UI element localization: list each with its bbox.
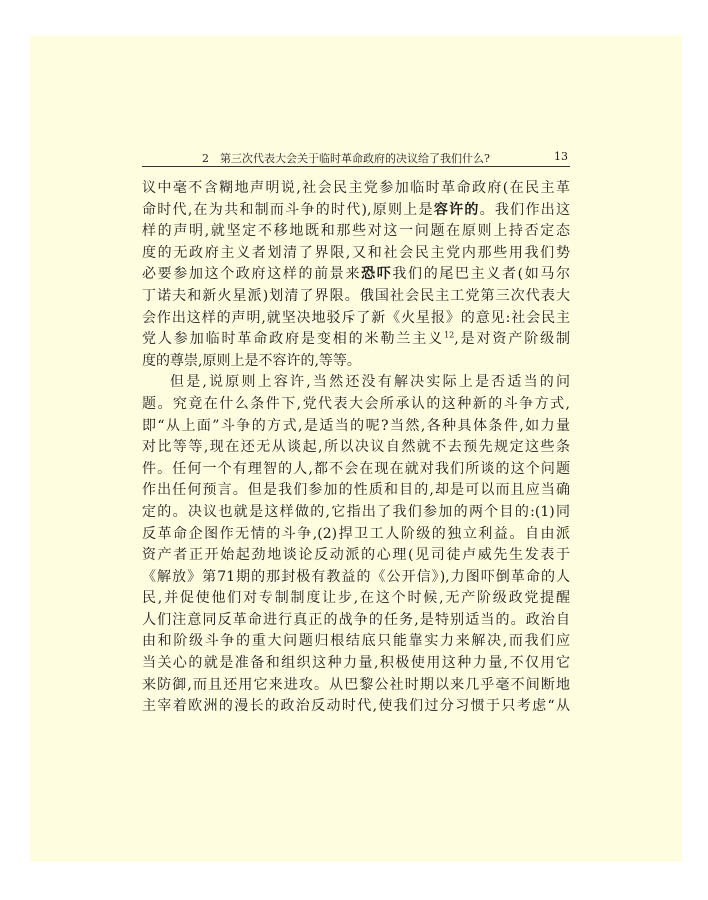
running-header (142, 146, 570, 167)
paragraph-1 (142, 178, 570, 372)
text-line: 资产者正开始起劲地谈论反动派的心理(见司徒卢威先生发表于 (142, 547, 570, 564)
text-line: 对比等等,现在还无从谈起,所以决议自然就不去预先规定这些条 (142, 439, 570, 456)
text-line: 民,并促使他们对专制制度让步,在这个时候,无产阶级政党提醒 (142, 590, 570, 607)
text-span: ,是对资产阶级制 (454, 331, 570, 348)
text-line: 会作出这样的声明,就坚决地驳斥了新《火星报》的意见:社会民主 (142, 309, 570, 326)
text-line: 丁诺夫和新火星派)划清了界限。俄国社会民主工党第三次代表大 (142, 287, 570, 304)
text-line: 来防御,而且还用它来进攻。从巴黎公社时期以来几乎毫不间断地 (142, 676, 570, 693)
text-line: 样的声明,就坚定不移地既和那些对这一问题在原则上持否定态 (142, 223, 570, 240)
text-line: 人们注意同反革命进行真正的战争的任务,是特别适当的。政治自 (142, 611, 570, 628)
text-line: 题。究竟在什么条件下,党代表大会所承认的这种新的斗争方式, (142, 395, 570, 412)
text-line: 即“从上面”斗争的方式,是适当的呢?当然,各种具体条件,如力量 (142, 417, 570, 434)
footnote-marker[interactable]: 12 (444, 330, 455, 340)
text-line (142, 200, 570, 222)
text-line: 度的尊崇,原则上是不容许的,等等。 (142, 352, 361, 369)
paragraph-2 (142, 372, 570, 718)
emphasis-text: 恐吓 (361, 266, 393, 283)
text-span: 必要参加这个政府这样的前景来 (142, 266, 362, 283)
text-span: 党人参加临时革命政府是变相的米勒兰主义 (142, 331, 445, 348)
text-span: 。我们作出这 (479, 201, 570, 218)
text-line: 由和阶级斗争的重大问题归根结底只能靠实力来解决,而我们应 (142, 633, 570, 650)
text-line: 当关心的就是准备和组织这种力量,积极使用这种力量,不仅用它 (142, 655, 570, 672)
text-line: 议中毫不含糊地声明说,社会民主党参加临时革命政府(在民主革 (142, 180, 570, 196)
chapter-title: 2 第三次代表大会关于临时革命政府的决议给了我们什么? (202, 152, 490, 165)
text-span: 我们的尾巴主义者(如马尔 (392, 266, 570, 283)
text-line (142, 329, 570, 351)
text-line: 定的。决议也就是这样做的,它指出了我们参加的两个目的:(1)同 (142, 503, 570, 520)
text-line: 但是,说原则上容许,当然还没有解决实际上是否适当的问 (170, 374, 570, 391)
text-line: 作出任何预言。但是我们参加的性质和目的,却是可以而且应当确 (142, 482, 570, 499)
emphasis-text: 容许的 (433, 201, 480, 218)
text-line: 主宰着欧洲的漫长的政治反动时代,使我们过分习惯于只考虑“从 (142, 698, 570, 715)
body-text (142, 178, 570, 718)
text-line: 《解放》第71期的那封极有教益的《公开信》),力图吓倒革命的人 (142, 568, 570, 585)
text-line (142, 264, 570, 286)
page-number: 13 (554, 150, 568, 163)
text-line: 件。任何一个有理智的人,都不会在现在就对我们所谈的这个问题 (142, 460, 570, 477)
text-line: 反革命企图作无情的斗争,(2)捍卫工人阶级的独立利益。自由派 (142, 525, 570, 542)
text-line: 度的无政府主义者划清了界限,又和社会民主党内那些用我们势 (142, 244, 570, 261)
text-span: 命时代,在为共和制而斗争的时代),原则上是 (142, 201, 434, 218)
